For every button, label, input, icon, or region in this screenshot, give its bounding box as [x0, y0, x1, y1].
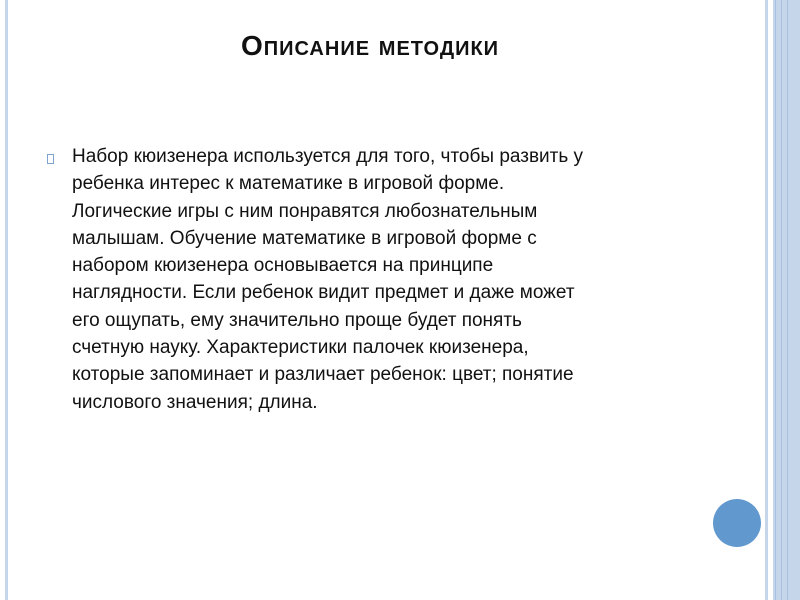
text-line: ребенка интерес к математике в игровой форме.	[72, 173, 505, 195]
text-line: Набор кюизенера используется для того, чтобы развить у	[72, 146, 584, 167]
text-line: счетную науку. Характеристики палочек кюизенера,	[72, 337, 529, 359]
text-line: Логические игры с ним понравятся любознательным	[72, 200, 538, 222]
text-line: его ощупать, ему значительно проще будет понять	[72, 309, 522, 331]
text-line: которые запоминает и различает ребенок: цвет; понятие	[72, 364, 574, 386]
slide-title: Описание методики	[240, 30, 500, 61]
decorative-circle	[713, 499, 761, 547]
text-line: наглядности. Если ребенок видит предмет и даже может	[72, 282, 575, 304]
text-line: малышам. Обучение математике в игровой форме с	[72, 227, 537, 249]
bullet-icon	[47, 154, 54, 164]
bullet-text	[72, 143, 692, 416]
right-border-band	[773, 0, 800, 600]
left-border-stripe	[5, 0, 8, 600]
text-line: числового значения; длина.	[72, 391, 318, 413]
right-border-stripe	[765, 0, 768, 600]
text-line: набором кюизенера основывается на принципе	[72, 255, 494, 277]
